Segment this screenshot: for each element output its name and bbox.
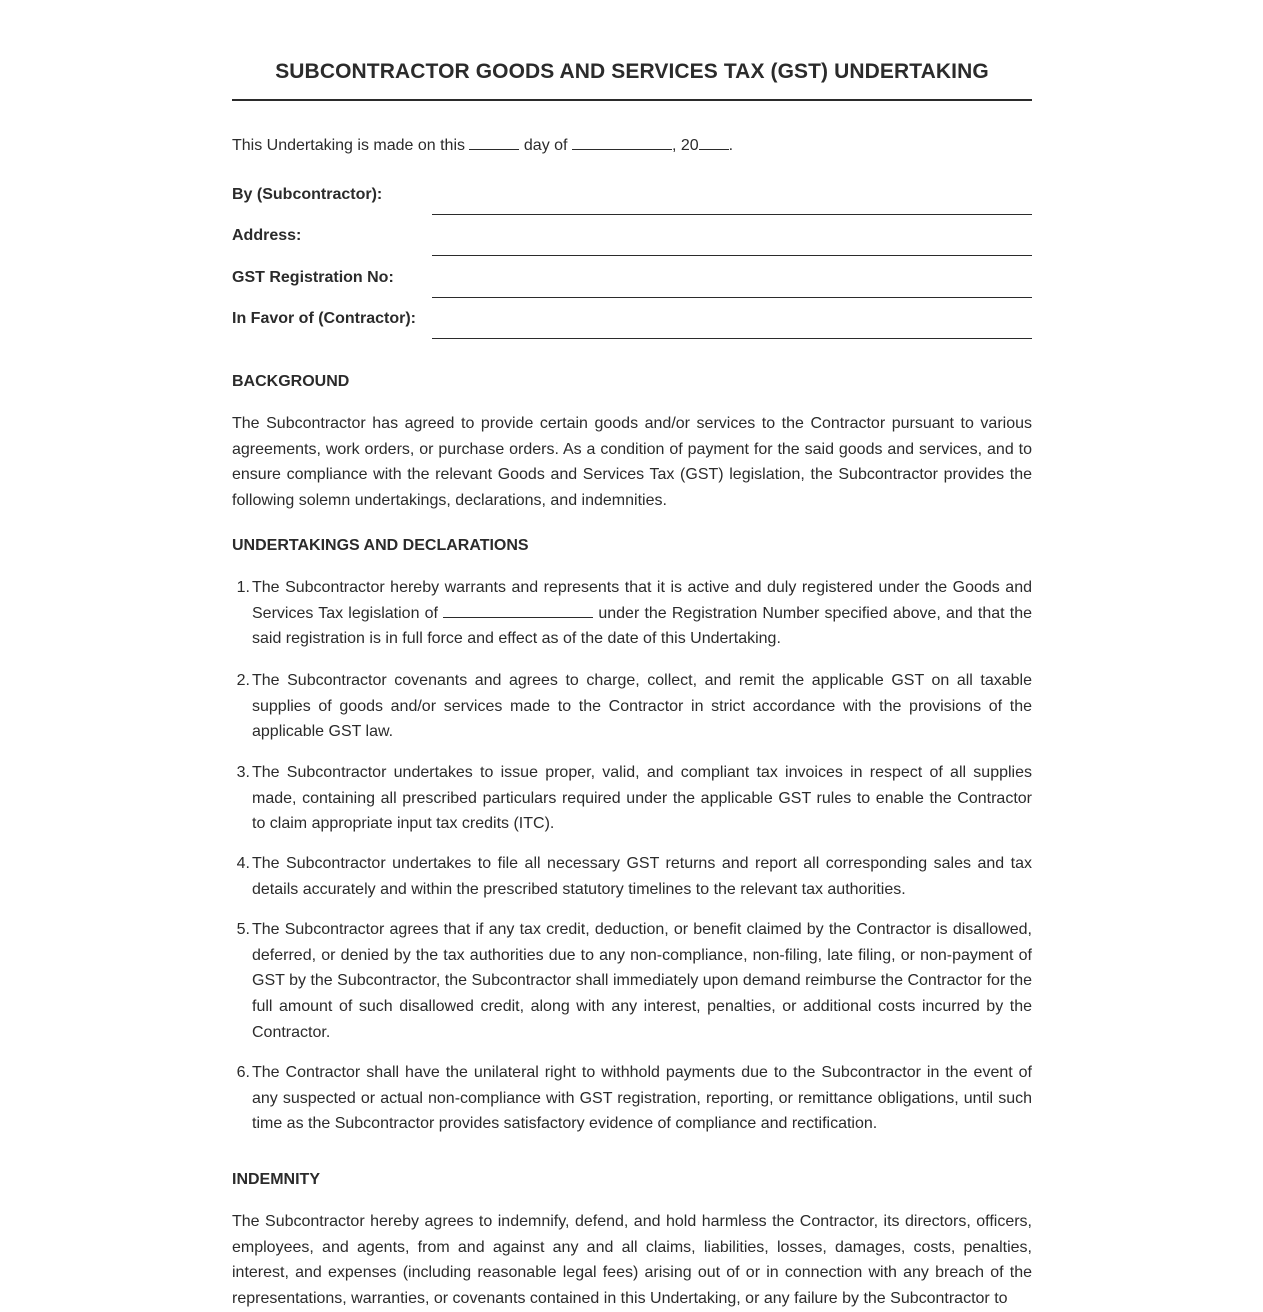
gst-registration-input-line[interactable]: [432, 297, 1032, 298]
address-field: [232, 226, 1032, 256]
item-text: The Subcontractor undertakes to file all necessary GST returns and report all corresponding sales and tax details accurately and within the prescribed statutory timelines to the relevant tax authorities.: [252, 855, 1032, 898]
undertaking-item-1: [232, 575, 1032, 652]
subcontractor-field: [232, 185, 1032, 215]
item-text: [252, 575, 1032, 652]
address-label: Address:: [232, 227, 302, 244]
subcontractor-label: By (Subcontractor):: [232, 186, 383, 203]
undertaking-item-3: [232, 760, 1032, 837]
gst-registration-label: GST Registration No:: [232, 269, 394, 286]
address-input-line[interactable]: [432, 255, 1032, 256]
contractor-field: [232, 309, 1032, 339]
item-number: 1.: [236, 579, 250, 596]
document-title: SUBCONTRACTOR GOODS AND SERVICES TAX (GST) UNDERTAKING: [275, 60, 989, 83]
item-number: 3.: [236, 764, 250, 781]
date-line-prefix: This Undertaking is made on this: [232, 137, 465, 154]
item-number: 5.: [236, 921, 250, 938]
item-1-text-before: The Subcontractor hereby warrants and represents that it is active and duly registered under the Goods and Services Tax legislation of: [252, 579, 1032, 622]
date-line-suffix: .: [728, 137, 734, 154]
item-number: 6.: [236, 1064, 250, 1081]
undertaking-item-6: [232, 1060, 1032, 1137]
undertaking-item-4: [232, 851, 1032, 902]
item-1-text-after: under the Registration Number specified above, and that the said registration is in full force and effect as of the date of this Undertaking.: [252, 604, 1033, 648]
gst-registration-field: [232, 268, 1032, 298]
undertaking-item-2: [232, 668, 1032, 745]
undertaking-date-line: [232, 135, 733, 156]
date-line-day-of: day of: [523, 137, 568, 154]
background-paragraph: The Subcontractor has agreed to provide certain goods and/or services to the Contractor pursuant to various agreements, work orders, or purchase orders. As a condition of payment for the said goods and services, and to ensure compliance with the relevant Goods and Services Tax (GST) legislation, the Subcontractor provides the following solemn undertakings, declarations, and indemnities.: [232, 415, 1032, 510]
item-text: The Subcontractor covenants and agrees to charge, collect, and remit the applicable GST on all taxable supplies of goods and/or services made to the Contractor in strict accordance with the provisions of the applicable GST law.: [252, 672, 1032, 741]
subcontractor-input-line[interactable]: [432, 214, 1032, 215]
year-blank[interactable]: [699, 135, 729, 150]
item-text: The Contractor shall have the unilateral right to withhold payments due to the Subcontractor in the event of any suspected or actual non-compliance with GST registration, reporting, or remittance obligations, until such time as the Subcontractor provides satisfactory evidence of compliance and rectification.: [252, 1064, 1032, 1133]
day-blank[interactable]: [469, 135, 519, 150]
contractor-label: In Favor of (Contractor):: [232, 310, 416, 327]
date-line-year-prefix: , 20: [671, 137, 699, 154]
undertakings-heading: UNDERTAKINGS AND DECLARATIONS: [232, 537, 529, 554]
contractor-input-line[interactable]: [432, 338, 1032, 339]
month-blank[interactable]: [572, 135, 672, 150]
title-divider: [232, 99, 1032, 101]
item-number: 2.: [236, 672, 250, 689]
item-text: The Subcontractor agrees that if any tax credit, deduction, or benefit claimed by the Contractor is disallowed, deferred, or denied by the tax authorities due to any non-compliance, non-filing, late filing, or non-payment of GST by the Subcontractor, the Subcontractor shall immediately upon demand reimburse the Contractor for the full amount of such disallowed credit, along with any interest, penalties, or additional costs incurred by the Contractor.: [252, 921, 1032, 1041]
indemnity-paragraph: The Subcontractor hereby agrees to indemnify, defend, and hold harmless the Contractor, its directors, officers, employees, and agents, from and against any and all claims, liabilities, losses, damages, costs, penalties, interest, and expenses (including reasonable legal fees) arising out of or in connection with any breach of the representations, warranties, or covenants contained in this Undertaking, or any failure by the Subcontractor to: [232, 1213, 1032, 1308]
item-text: The Subcontractor undertakes to issue proper, valid, and compliant tax invoices in respect of all supplies made, containing all prescribed particulars required under the applicable GST rules to enable the Contractor to claim appropriate input tax credits (ITC).: [252, 764, 1032, 833]
jurisdiction-blank[interactable]: [443, 601, 593, 618]
indemnity-heading: INDEMNITY: [232, 1171, 320, 1188]
undertaking-item-5: [232, 917, 1032, 1046]
background-heading: BACKGROUND: [232, 373, 350, 390]
item-number: 4.: [236, 855, 250, 872]
